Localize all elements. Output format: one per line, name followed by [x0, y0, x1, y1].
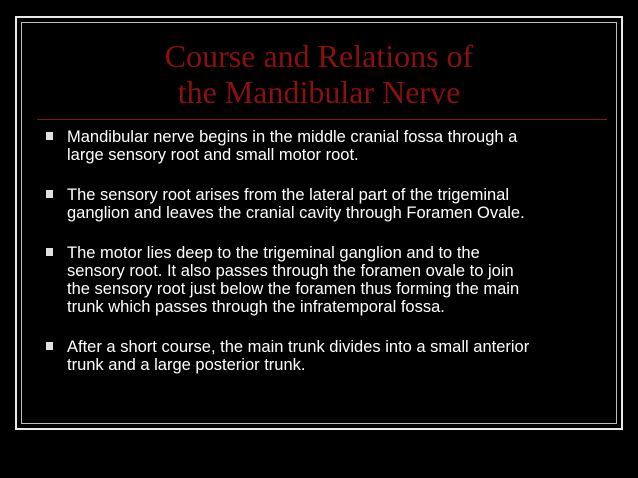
bullet-item — [46, 128, 606, 164]
square-bullet-icon — [46, 342, 53, 350]
square-bullet-icon — [46, 248, 53, 256]
bullet-line: The sensory root arises from the lateral part of the trigeminal — [67, 186, 510, 204]
square-bullet-icon — [46, 132, 53, 140]
slide-title-line-1: Course and Relations of — [164, 38, 474, 74]
square-bullet-icon — [46, 190, 53, 198]
bullet-line: large sensory root and small motor root. — [67, 146, 359, 164]
title-divider — [37, 119, 607, 120]
bullet-line: After a short course, the main trunk divides into a small anterior — [67, 338, 530, 356]
bullet-line: Mandibular nerve begins in the middle cranial fossa through a — [67, 128, 518, 146]
bullet-list — [46, 128, 606, 396]
bullet-line: The motor lies deep to the trigeminal ganglion and to the — [67, 244, 480, 262]
bullet-line: sensory root. It also passes through the foramen ovale to join — [67, 262, 514, 280]
bullet-item — [46, 338, 606, 374]
bullet-line: the sensory root just below the foramen thus forming the main — [67, 280, 520, 298]
bullet-line: ganglion and leaves the cranial cavity through Foramen Ovale. — [67, 204, 525, 222]
bullet-item — [46, 244, 606, 316]
slide-title-line-2: the Mandibular Nerve — [177, 74, 461, 110]
bullet-line: trunk and a large posterior trunk. — [67, 356, 306, 374]
bullet-line: trunk which passes through the infratemporal fossa. — [67, 298, 445, 316]
bullet-item — [46, 186, 606, 222]
slide-title — [0, 38, 638, 110]
